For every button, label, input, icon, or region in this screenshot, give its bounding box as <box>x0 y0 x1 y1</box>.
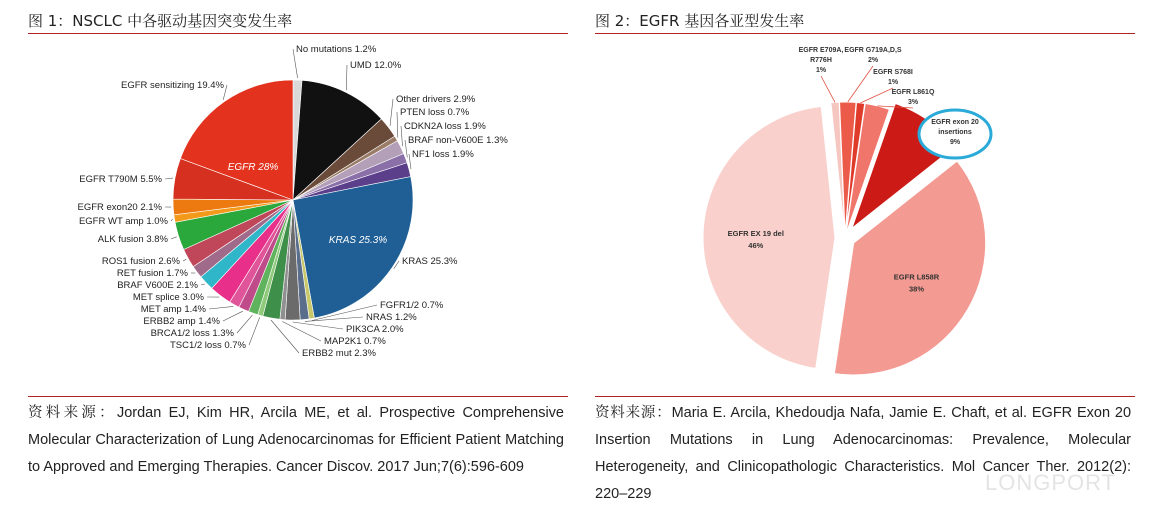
leader-line-erbb2-mut-2-3 <box>271 320 299 353</box>
leader-line-met-amp-1-4 <box>209 306 233 309</box>
figure-1-source-body: Jordan EJ, Kim HR, Arcila ME, et al. Prospective Comprehensive Molecular Characterization of Lung Adenocarcinomas for Efficient Patient Matching to Approved and Emerging Therapies. Cancer Discov. 2017 Jun;7(6):596-609 <box>28 405 564 475</box>
kras-group-label: KRAS 25.3% <box>328 235 388 246</box>
leader-line-alk-fusion-3-8 <box>171 237 177 239</box>
slice-label-umd-12-0: UMD 12.0% <box>350 60 402 71</box>
leader-line-nf1-loss-1-9 <box>409 154 411 169</box>
slice-label-egfr-exon20-2-1: EGFR exon20 2.1% <box>77 202 162 213</box>
slice-label-nras-1-2: NRAS 1.2% <box>366 312 417 323</box>
figure-1-source <box>28 400 564 481</box>
slice-label-egfr-wt-amp-1-0: EGFR WT amp 1.0% <box>78 216 168 227</box>
slice-label-erbb2-mut-2-3: ERBB2 mut 2.3% <box>302 348 376 359</box>
slice-label-met-splice-3-0: MET splice 3.0% <box>132 292 204 303</box>
slice-label-met-amp-1-4: MET amp 1.4% <box>140 304 206 315</box>
slice-label-tsc1-2-loss-0-7: TSC1/2 loss 0.7% <box>169 340 246 351</box>
slice-label-braf-non-v600e-1-3: BRAF non-V600E 1.3% <box>408 135 508 146</box>
leader-line-egfr-e709a-r776h <box>821 76 835 102</box>
slice-label-egfr-l858r: EGFR L858R 38% <box>893 272 940 294</box>
figure-2-title-rule <box>595 33 1135 34</box>
pie-slice-kras-25-3 <box>293 177 413 318</box>
slice-label-erbb2-amp-1-4: ERBB2 amp 1.4% <box>143 316 220 327</box>
leader-line-pten-loss-0-7 <box>397 112 398 138</box>
slice-label-egfr-ex-19-del: EGFR EX 19 del 46% <box>727 229 784 251</box>
leader-line-pik3ca-2-0 <box>293 322 343 329</box>
leader-line-egfr-wt-amp-1-0 <box>171 219 173 221</box>
slice-label-nf1-loss-1-9: NF1 loss 1.9% <box>412 149 474 160</box>
leader-line-tsc1-2-loss-0-7 <box>249 317 260 345</box>
longport-watermark: LONGPORT <box>985 470 1117 495</box>
slice-label-egfr-l861q: EGFR L861Q 3% <box>891 89 935 106</box>
leader-line-cdkn2a-loss-1-9 <box>401 126 403 146</box>
leader-line-erbb2-amp-1-4 <box>223 311 243 321</box>
slice-label-pten-loss-0-7: PTEN loss 0.7% <box>400 107 470 118</box>
leader-line-other-drivers-2-9 <box>390 99 393 126</box>
leader-line-map2k1-0-7 <box>282 322 321 342</box>
slice-label-no-mutations-1-2: No mutations 1.2% <box>296 44 377 55</box>
leader-line-brca1-2-loss-1-3 <box>237 315 252 333</box>
figure-2-source-body: Maria E. Arcila, Khedoudja Nafa, Jamie E. Chaft, et al. EGFR Exon 20 Insertion Mutations in Lung Adenocarcinomas: Prevalence, Molecular Heterogeneity, and Clinicopathologic Characteristics. Mol Cancer Ther. 2012(2): 220–229 <box>595 405 1132 502</box>
chart-2-egfr-subtype-pie <box>595 38 1135 398</box>
slice-label-egfr-exon-20-insertions: EGFR exon 20 insertions 9% <box>931 119 979 146</box>
leader-line-umd-12-0 <box>346 65 347 90</box>
slice-label-alk-fusion-3-8: ALK fusion 3.8% <box>97 234 168 245</box>
slice-label-egfr-s768i: EGFR S768I 1% <box>873 69 913 86</box>
slice-label-ret-fusion-1-7: RET fusion 1.7% <box>116 268 188 279</box>
right-figure-panel <box>595 0 1135 514</box>
slice-label-ros1-fusion-2-6: ROS1 fusion 2.6% <box>101 256 180 267</box>
slice-label-map2k1-0-7: MAP2K1 0.7% <box>324 336 386 347</box>
slice-label-egfr-sensitizing-19-4: EGFR sensitizing 19.4% <box>121 80 224 91</box>
leader-line-egfr-g719a-d-s <box>848 66 873 102</box>
slice-label-kras-25-3: KRAS 25.3% <box>402 256 458 267</box>
leader-line-braf-v600e-2-1 <box>201 284 205 285</box>
leader-line-braf-non-v600e-1-3 <box>405 140 407 158</box>
leader-line-ros1-fusion-2-6 <box>183 259 186 261</box>
slice-label-braf-v600e-2-1: BRAF V600E 2.1% <box>117 280 198 291</box>
slice-label-egfr-e709a-r776h: EGFR E709A, R776H 1% <box>798 47 844 74</box>
leader-line-egfr-t790m-5-5 <box>165 178 173 179</box>
slice-label-egfr-g719a-d-s: EGFR G719A,D,S 2% <box>844 47 902 64</box>
slice-label-brca1-2-loss-1-3: BRCA1/2 loss 1.3% <box>150 328 234 339</box>
slice-label-other-drivers-2-9: Other drivers 2.9% <box>396 94 476 105</box>
slice-label-cdkn2a-loss-1-9: CDKN2A loss 1.9% <box>404 121 486 132</box>
figure-1-source-lead: 资料来源： <box>28 405 117 421</box>
left-figure-panel <box>28 0 568 514</box>
chart-1-nsclc-driver-pie <box>28 38 568 398</box>
leader-line-egfr-s768i <box>861 88 893 103</box>
figure-2-source-lead: 资料来源： <box>595 405 672 421</box>
figure-1-title: 图 1：NSCLC 中各驱动基因突变发生率 <box>28 12 293 30</box>
figure-1-source-rule <box>28 396 568 397</box>
figure-2-title: 图 2：EGFR 基因各亚型发生率 <box>595 12 805 30</box>
egfr-group-label: EGFR 28% <box>227 162 279 173</box>
slice-label-fgfr1-2-0-7: FGFR1/2 0.7% <box>380 300 444 311</box>
slice-label-pik3ca-2-0: PIK3CA 2.0% <box>346 324 404 335</box>
slice-label-egfr-t790m-5-5: EGFR T790M 5.5% <box>79 174 162 185</box>
figure-2-source-rule <box>595 396 1135 397</box>
figure-1-title-rule <box>28 33 568 34</box>
